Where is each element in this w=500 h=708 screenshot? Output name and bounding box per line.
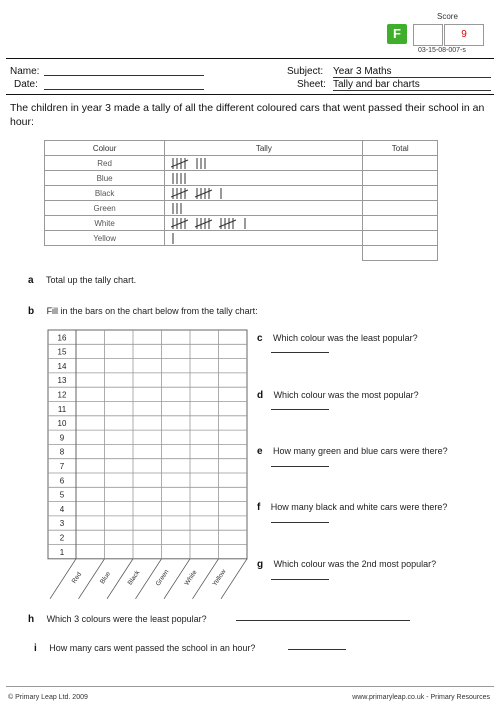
question-g-label: g <box>257 559 264 570</box>
subject-label: Subject: <box>287 66 324 77</box>
header-colour: Colour <box>45 141 165 156</box>
answer-c-field[interactable] <box>271 352 329 353</box>
question-e-label: e <box>257 446 263 457</box>
y-tick-label: 13 <box>57 376 67 386</box>
y-tick-label: 2 <box>59 533 65 543</box>
y-tick-label: 16 <box>57 333 67 343</box>
colour-cell: Black <box>45 186 165 201</box>
category-label: Black <box>126 569 142 587</box>
question-a-text: Total up the tally chart. <box>46 275 137 285</box>
question-g <box>257 554 436 572</box>
colour-cell: Green <box>45 201 165 216</box>
question-d-label: d <box>257 390 264 401</box>
y-tick-label: 4 <box>59 504 65 514</box>
category-label: White <box>183 569 199 587</box>
answer-f-field[interactable] <box>271 522 329 523</box>
question-i-text: How many cars went passed the school in an hour? <box>49 643 256 653</box>
question-h <box>28 609 207 627</box>
name-label: Name: <box>10 66 40 77</box>
answer-g-field[interactable] <box>271 579 329 580</box>
sheet-text: Tally and bar charts <box>333 79 420 90</box>
question-e <box>257 441 448 459</box>
y-tick-label: 3 <box>59 519 65 529</box>
subject-text: Year 3 Maths <box>333 66 392 77</box>
question-i <box>34 638 255 656</box>
y-tick-label: 10 <box>57 419 67 429</box>
sheet-label: Sheet: <box>297 79 326 90</box>
question-a-label: a <box>28 275 34 286</box>
question-c-label: c <box>257 333 263 344</box>
question-f-text: How many black and white cars were there? <box>270 502 448 512</box>
intro-text: The children in year 3 made a tally of all the different coloured cars that went passed their school in an hour: <box>10 102 485 128</box>
footer-divider <box>6 686 494 687</box>
category-label: Yellow <box>211 568 228 588</box>
category-label: Red <box>70 571 84 585</box>
question-i-label: i <box>34 643 37 654</box>
colour-cell: White <box>45 216 165 231</box>
worksheet-code: 03-15-08-007-s <box>418 47 466 54</box>
question-c <box>257 328 418 346</box>
y-tick-label: 12 <box>57 390 67 400</box>
answer-e-field[interactable] <box>271 466 329 467</box>
score-value: 9 <box>444 24 484 46</box>
date-label: Date: <box>14 79 38 90</box>
y-tick-label: 11 <box>57 404 67 414</box>
question-h-text: Which 3 colours were the least popular? <box>46 614 207 624</box>
question-d-text: Which colour was the most popular? <box>273 390 419 400</box>
y-tick-label: 7 <box>59 461 65 471</box>
colour-cell: Yellow <box>45 231 165 246</box>
colour-cell: Blue <box>45 171 165 186</box>
question-g-text: Which colour was the 2nd most popular? <box>273 559 437 569</box>
category-label: Green <box>154 568 171 588</box>
answer-h-field[interactable] <box>236 620 410 621</box>
question-d <box>257 385 419 403</box>
question-b-text: Fill in the bars on the chart below from the tally chart: <box>46 306 258 316</box>
answer-d-field[interactable] <box>271 409 329 410</box>
header-tally: Tally <box>165 141 363 156</box>
question-h-label: h <box>28 614 35 625</box>
y-tick-label: 14 <box>57 361 67 371</box>
answer-i-field[interactable] <box>288 649 346 650</box>
y-tick-label: 15 <box>57 347 67 357</box>
category-label: Blue <box>98 570 113 586</box>
y-tick-label: 6 <box>59 476 65 486</box>
primary-leap-logo: F <box>387 24 407 44</box>
y-tick-label: 1 <box>59 547 65 557</box>
y-tick-label: 8 <box>59 447 65 457</box>
header-total: Total <box>363 141 438 156</box>
footer-website[interactable]: www.primaryleap.co.uk - Primary Resources <box>352 694 490 701</box>
question-c-text: Which colour was the least popular? <box>273 333 418 343</box>
score-label: Score <box>437 12 458 21</box>
footer-copyright: © Primary Leap Ltd. 2009 <box>8 694 88 701</box>
question-e-text: How many green and blue cars were there? <box>273 446 448 456</box>
slant-line <box>221 559 247 599</box>
colour-cell: Red <box>45 156 165 171</box>
y-tick-label: 5 <box>59 490 65 500</box>
y-tick-label: 9 <box>59 433 65 443</box>
question-f <box>257 497 447 515</box>
question-b-label: b <box>28 306 35 317</box>
question-f-label: f <box>257 502 261 513</box>
